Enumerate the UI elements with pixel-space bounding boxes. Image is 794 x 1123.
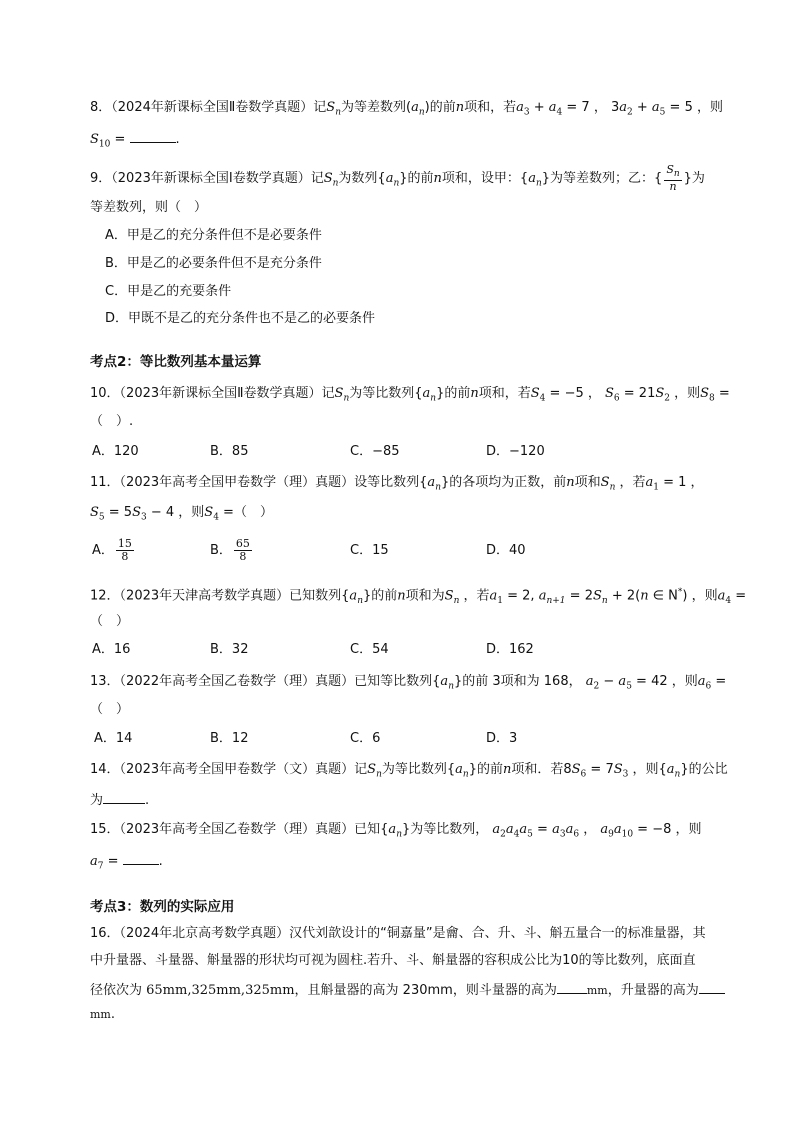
- question-10-line1: 10．（2023年新课标全国Ⅱ卷数学真题）记$S_n$为等比数列$\{a_n\}$的前n项和，若$S_4 = -5$ ， $S_6 = 21S_2$ ，则$S_8$ =: [90, 386, 730, 404]
- question-12-source: 12．（2023年天津高考数学真题）: [90, 588, 290, 604]
- question-13-line1: 13．（2022年高考全国乙卷数学（理）真题）已知等比数列$\{a_n\}$的前 3项和为 168， $a_2 - a_5 = 42$ ，则$a_6$ =: [90, 674, 727, 692]
- answer-blank[interactable]: [103, 789, 145, 804]
- question-10-option-c[interactable]: C．−85: [350, 444, 400, 459]
- question-10-source: 10．（2023年新课标全国Ⅱ卷数学真题）: [90, 386, 322, 401]
- question-13-option-b[interactable]: B．12: [210, 731, 249, 746]
- question-10-option-a[interactable]: A．120: [92, 444, 139, 459]
- question-9-option-c[interactable]: C．甲是乙的充要条件: [105, 284, 232, 299]
- question-16-line2: 中升量器、斗量器、斛量器的形状均可视为圆柱.若升、斗、斛量器的容积成公比为10的等比数列，底面直: [90, 953, 696, 968]
- question-8-line1: 8．（2024年新课标全国Ⅱ卷数学真题）记$S_n$为等差数列$(a_n)$的前n项和，若$a_3 + a_4 = 7$ ， $3a_2 + a_5 = 5$ ，则: [90, 100, 723, 118]
- question-12-option-c[interactable]: C．54: [350, 642, 389, 657]
- question-8-line2: $S_{10}$ = .: [90, 128, 180, 155]
- question-16-line1: 16．（2024年北京高考数学真题）汉代刘歆设计的“铜嘉量”是龠、合、升、斗、斛五量合一的标准量器，其: [90, 926, 706, 941]
- question-15-line1: 15．（2023年高考全国乙卷数学（理）真题）已知$\{a_n\}$为等比数列， $a_2a_4a_5 = a_3a_6$ ， $a_9a_{10} = -8$ ，则: [90, 822, 702, 840]
- answer-blank[interactable]: [699, 979, 725, 994]
- question-11-line1: 11．（2023年高考全国甲卷数学（理）真题）设等比数列$\{a_n\}$的各项均为正数，前n项和$S_n$ ，若$a_1 = 1$ ，: [90, 475, 704, 493]
- question-11-line2: $S_5 = 5S_3 - 4$ ，则$S_4$ =（ ）: [90, 505, 273, 523]
- question-12-line1: 12．（2023年天津高考数学真题）已知数列$\{a_n\}$的前n项和为$S_n$ ，若$a_1 = 2$, $a_{n+1} = 2S_n + 2(n$ ∈ N*) ，则$a_4$ =: [90, 587, 747, 606]
- question-12-option-a[interactable]: A．16: [92, 642, 131, 657]
- question-13-option-d[interactable]: D．3: [486, 731, 518, 746]
- question-12-line2: （ ）: [90, 614, 130, 629]
- section-heading-3: 考点3：数列的实际应用: [90, 899, 235, 915]
- question-10-option-b[interactable]: B．85: [210, 444, 249, 459]
- question-15-source: 15．（2023年高考全国乙卷数学（理）真题）: [90, 822, 355, 837]
- question-10-line2: （ ）.: [90, 414, 134, 429]
- question-14-line1: 14．（2023年高考全国甲卷数学（文）真题）记$S_n$为等比数列$\{a_n\}$的前n项和．若$8S_6 = 7S_3$ ，则$\{a_n\}$的公比: [90, 762, 728, 780]
- answer-blank[interactable]: [130, 128, 176, 143]
- answer-blank[interactable]: [557, 979, 587, 994]
- section-heading-2: 考点2：等比数列基本量运算: [90, 354, 262, 370]
- question-13-source: 13．（2022年高考全国乙卷数学（理）真题）: [90, 674, 355, 689]
- question-9-line2: 等差数列，则（ ）: [90, 200, 208, 215]
- question-9-option-d[interactable]: D．甲既不是乙的充分条件也不是乙的必要条件: [105, 311, 376, 326]
- question-11-option-d[interactable]: D．40: [486, 543, 526, 558]
- question-10-option-d[interactable]: D．−120: [486, 444, 545, 459]
- question-16-line3: 径依次为 65mm,325mm,325mm，且斛量器的高为 230mm，则斗量器的高为 mm，升量器的高为: [90, 979, 725, 1001]
- question-14-line2: 为 .: [90, 789, 149, 811]
- question-11-option-a[interactable]: A． $\frac{15}{8}$: [92, 537, 132, 563]
- question-13-line2: （ ）: [90, 702, 130, 717]
- question-9-option-a[interactable]: A．甲是乙的充分条件但不是必要条件: [105, 228, 322, 243]
- question-11-source: 11．（2023年高考全国甲卷数学（理）真题）: [90, 475, 355, 490]
- question-11-option-b[interactable]: B． $\frac{65}{8}$: [210, 537, 250, 563]
- question-14-source: 14．（2023年高考全国甲卷数学（文）真题）: [90, 762, 355, 777]
- question-12-option-d[interactable]: D．162: [486, 642, 534, 657]
- question-13-option-c[interactable]: C．6: [350, 731, 381, 746]
- question-9-option-b[interactable]: B．甲是乙的必要条件但不是充分条件: [105, 256, 322, 271]
- question-9-line1: 9．（2023年新课标全国Ⅰ卷数学真题）记$S_n$为数列$\{a_n\}$的前n项和，设甲：$\{a_n\}$为等差数列；乙：{ $\frac{S_n}{n}$ }为: [90, 163, 705, 194]
- question-11-option-c[interactable]: C．15: [350, 543, 389, 558]
- question-9-source: 9．（2023年新课标全国Ⅰ卷数学真题）: [90, 171, 311, 187]
- answer-blank[interactable]: [123, 850, 159, 865]
- question-12-option-b[interactable]: B．32: [210, 642, 249, 657]
- question-13-option-a[interactable]: A．14: [94, 731, 133, 746]
- question-15-line2: $a_7$ = .: [90, 850, 163, 877]
- question-8-source: 8．（2024年新课标全国Ⅱ卷数学真题）: [90, 100, 314, 115]
- question-16-line4: mm.: [90, 1007, 116, 1022]
